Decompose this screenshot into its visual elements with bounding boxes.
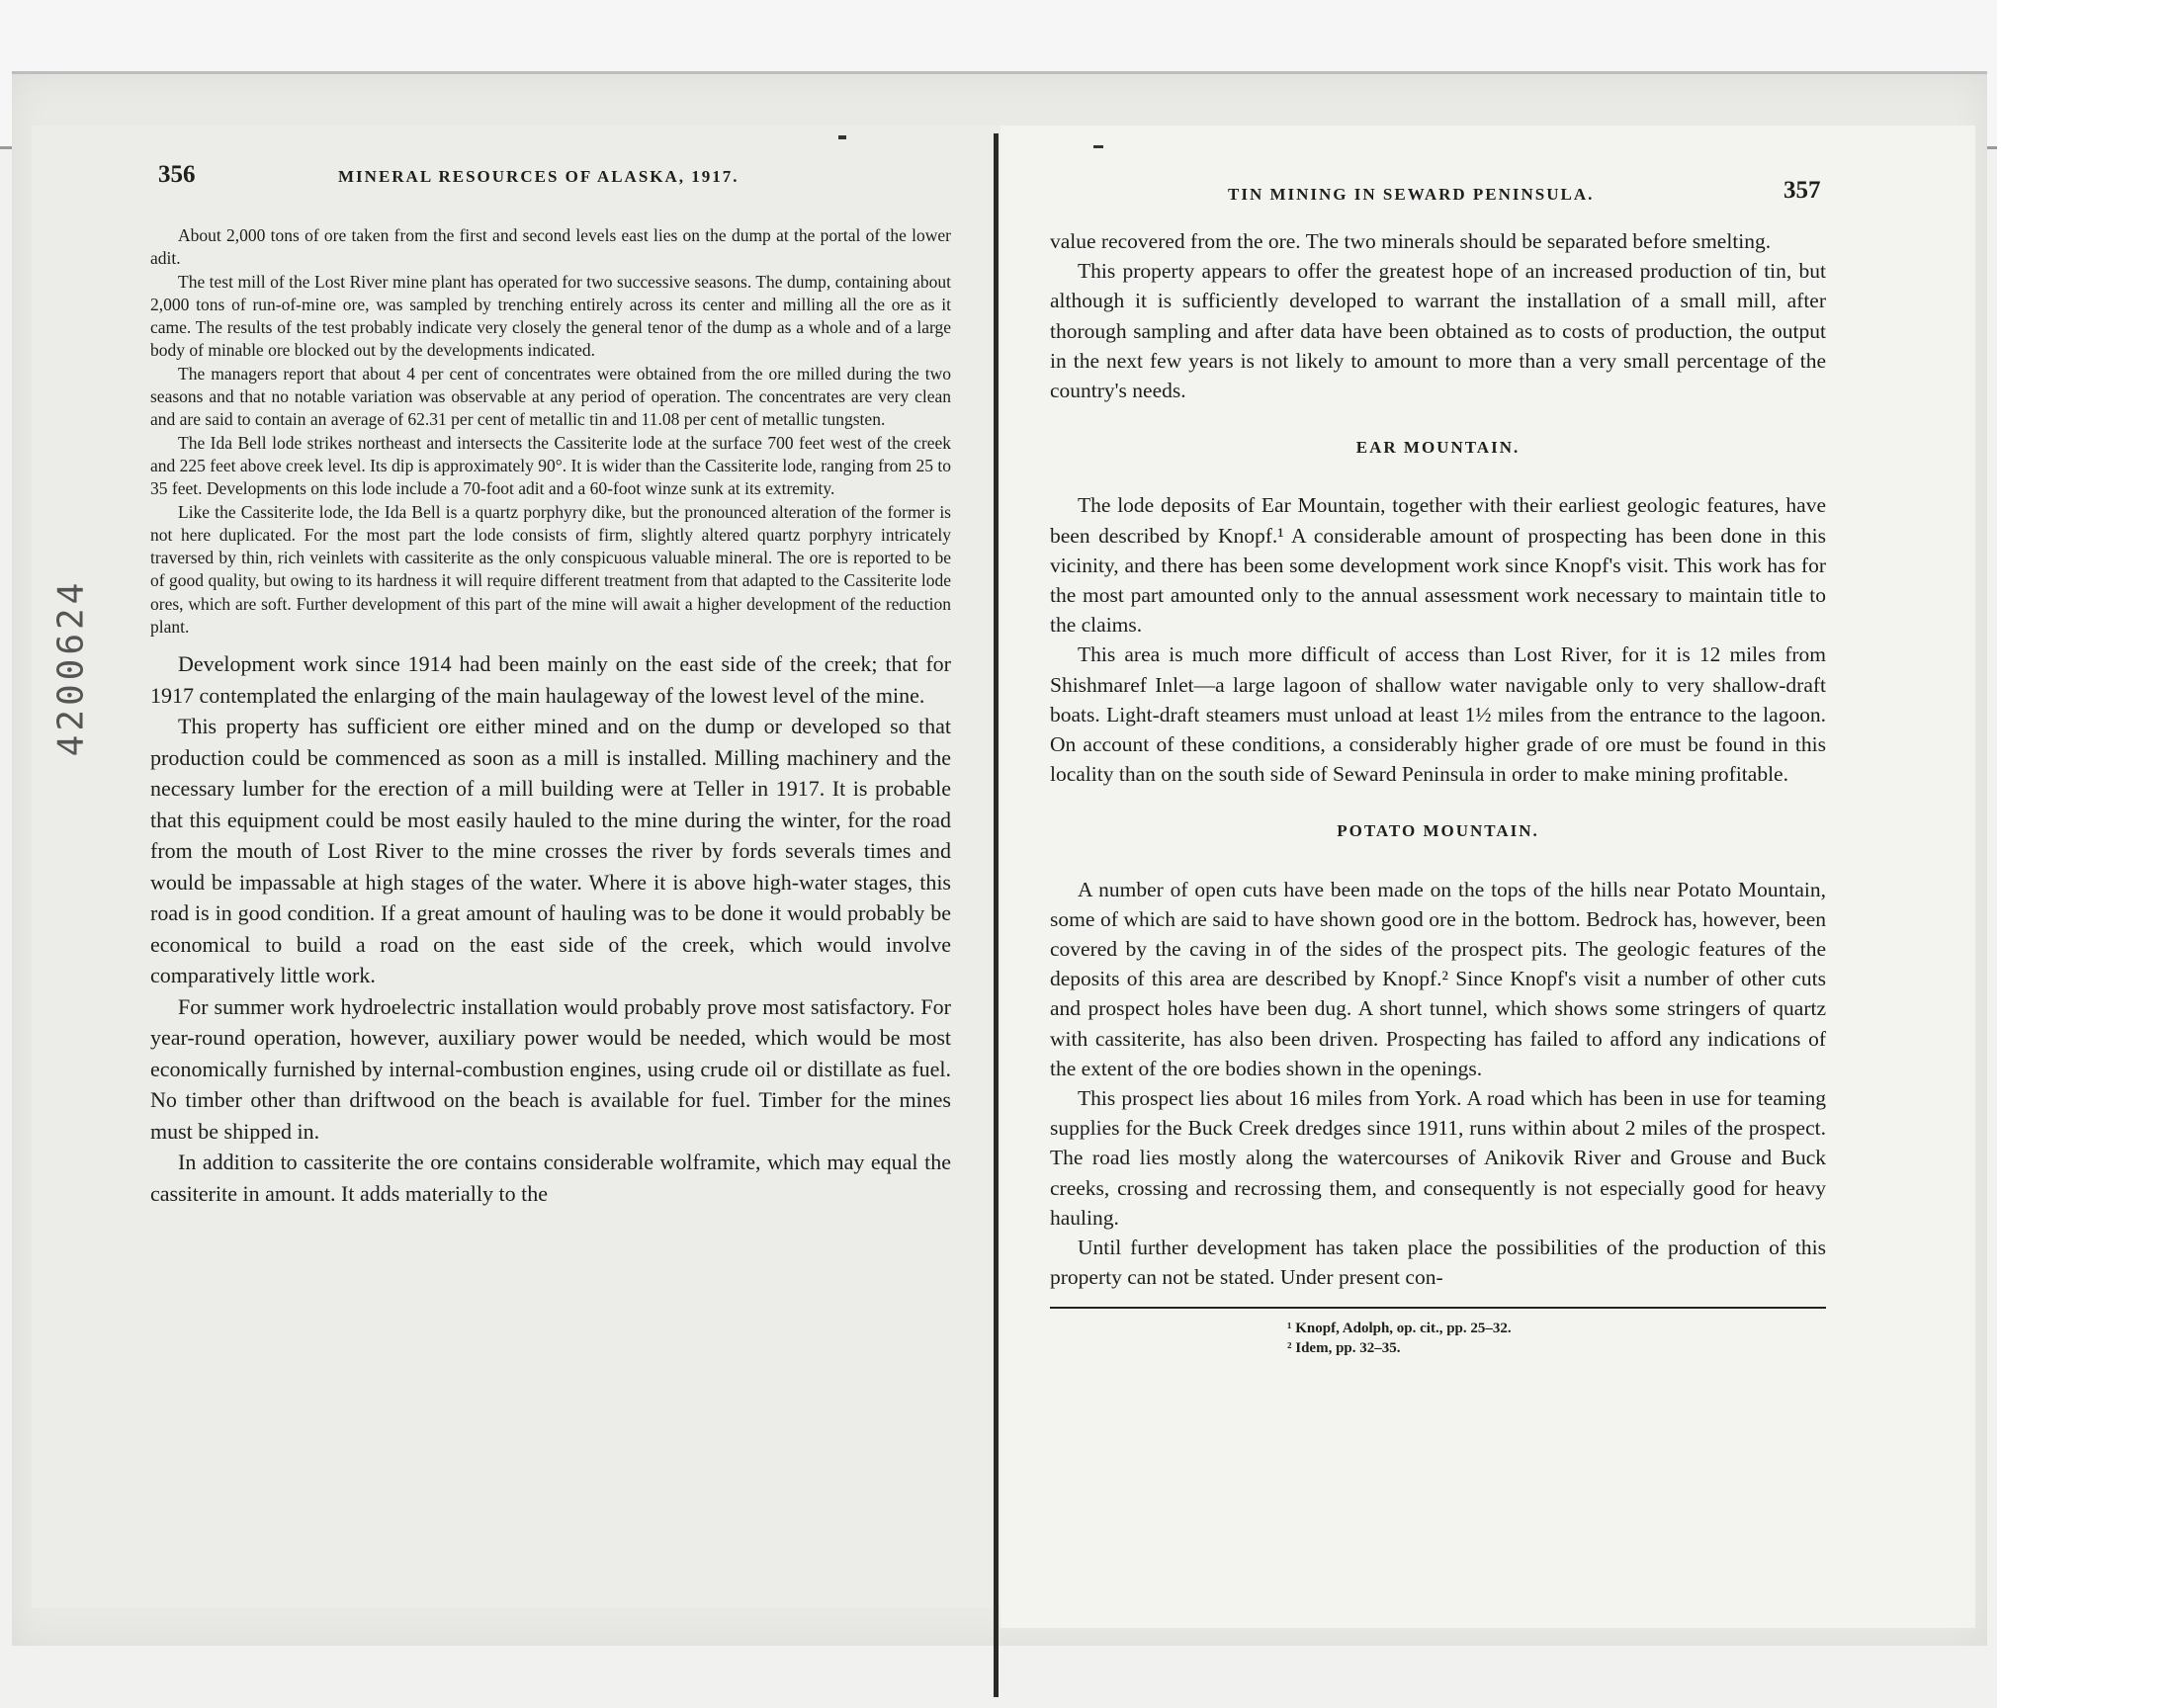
scan-speck bbox=[838, 135, 846, 139]
paragraph: This prospect lies about 16 miles from York. A road which has been in use for teaming supplies for the Buck Creek dredges since 1911, runs within about 2 miles of the prospect. The road lies mostly along the watercourses of Anikovik River and Grouse and Buck creeks, crossing and recrossing them, and consequently is not especially good for heavy hauling. bbox=[1050, 1086, 1826, 1230]
paragraph: The test mill of the Lost River mine plant has operated for two successive seasons. The dump, containing about 2,000 tons of run-of-mine ore, was sampled by trenching entirely across its center and milling all the ore as it came. The results of the test probably indicate very closely the general tenor of the dump as a whole and of a large body of minable ore blocked out by the developments indicated. bbox=[150, 271, 951, 361]
paragraph: In addition to cassiterite the ore contains considerable wolframite, which may equal the cassiterite in amount. It adds materially to the bbox=[150, 1150, 951, 1206]
section-heading-potato-mountain: POTATO MOUNTAIN. bbox=[1337, 821, 1539, 841]
right-page-number: 357 bbox=[1784, 177, 1821, 204]
left-running-head: MINERAL RESOURCES OF ALASKA, 1917. bbox=[338, 167, 740, 186]
left-page-number: 356 bbox=[158, 161, 196, 188]
book-spine bbox=[994, 133, 999, 1697]
scanner-background-right bbox=[1997, 0, 2175, 1708]
paragraph: The lode deposits of Ear Mountain, together with their earliest geologic features, have been described by Knopf.¹ A considerable amount of prospecting has been done in this vicinity, and there has been some development work since Knopf's visit. This work has for the most part amounted only to the annual assessment work necessary to maintain title to the claims. bbox=[1050, 493, 1826, 638]
paragraph: value recovered from the ore. The two minerals should be separated before smelting. bbox=[1050, 229, 1772, 253]
paragraph: The Ida Bell lode strikes northeast and intersects the Cassiterite lode at the surface 700 feet west of the creek and 225 feet above creek level. Its dip is approximately 90°. It is wider than the Cassiterite lode, ranging from 25 to 35 feet. Developments on this lode include a 70-foot adit and a 60-foot winze sunk at its extremity. bbox=[150, 432, 951, 499]
footnote: ² Idem, pp. 32–35. bbox=[1287, 1339, 1401, 1356]
paragraph: Until further development has taken place the possibilities of the production of this property can not be stated. Under present con- bbox=[1050, 1236, 1826, 1290]
margin-stamp: 4200624 bbox=[50, 578, 92, 757]
paragraph: The managers report that about 4 per cent of concentrates were obtained from the ore milled during the two seasons and that no notable variation was observable at any period of operation. The concentrates are very clean and are said to contain an average of 62.31 per cent of metallic tin and 11.08 per cent of metallic tungsten. bbox=[150, 363, 951, 430]
paragraph: For summer work hydroelectric installation would probably prove most satisfactory. For year-round operation, however, auxiliary power would be needed, which would be most economically furnished by internal-combustion engines, using crude oil or distillate as fuel. No timber other than driftwood on the beach is available for fuel. Timber for the mines must be shipped in. bbox=[150, 993, 951, 1144]
paragraph: A number of open cuts have been made on the tops of the hills near Potato Mountain, some of which are said to have shown good ore in the bottom. Bedrock has, however, been covered by the caving in of the sides of the prospect pits. The geologic features of the deposits of this area are described by Knopf.² Since Knopf's visit a number of other cuts and prospect holes have been dug. A short tunnel, which shows some stringers of quartz with cassiterite, has also been driven. Prospecting has failed to afford any indications of the extent of the ore bodies shown in the openings. bbox=[1050, 877, 1826, 1080]
footnote-rule bbox=[1050, 1307, 1826, 1309]
paragraph: About 2,000 tons of ore taken from the first and second levels east lies on the dump at the portal of the lower adit. bbox=[150, 225, 951, 269]
section-heading-ear-mountain: EAR MOUNTAIN. bbox=[1355, 438, 1521, 458]
paragraph: Like the Cassiterite lode, the Ida Bell is a quartz porphyry dike, but the pronounced alteration of the former is not here duplicated. For the most part the lode consists of firm, slightly altered quartz porphyry intricately traversed by thin, rich veinlets with cassiterite as the only conspicuous valuable mineral. The ore is reported to be of good quality, but owing to its hardness it will require different treatment from that adapted to the Cassiterite lode ores, which are soft. Further development of this part of the mine will await a higher development of the reduction plant. bbox=[150, 501, 951, 638]
paragraph: Development work since 1914 had been mainly on the east side of the creek; that for 1917 contemplated the enlarging of the main haulageway of the lowest level of the mine. bbox=[150, 651, 951, 708]
right-running-head: TIN MINING IN SEWARD PENINSULA. bbox=[1228, 185, 1595, 204]
footnote: ¹ Knopf, Adolph, op. cit., pp. 25–32. bbox=[1287, 1320, 1512, 1336]
paragraph: This area is much more difficult of access than Lost River, for it is 12 miles from Shishmaref Inlet—a large lagoon of shallow water navigable only to very shallow-draft boats. Light-draft steamers must unload at least 1½ miles from the entrance to the lagoon. On account of these conditions, a considerably higher grade of ore must be found in this locality than on the south side of Seward Peninsula in order to make mining profitable. bbox=[1050, 642, 1826, 787]
right-page-body bbox=[1050, 226, 1826, 1358]
scan-speck bbox=[1093, 145, 1103, 148]
paragraph: This property has sufficient ore either mined and on the dump or developed so that production could be commenced as soon as a mill is installed. Milling machinery and the necessary lumber for the erection of a mill building were at Teller in 1917. It is probable that this equipment could be most easily hauled to the mine during the winter, for the road from the mouth of Lost River to the mine crosses the river by fords severals times and would be impassable at high stages of the water. Where it is above high-water stages, this road is in good condition. If a great amount of hauling was to be done it would probably be economical to build a road on the east side of the creek, which would involve comparatively little work. bbox=[150, 714, 951, 988]
small-text-block bbox=[150, 224, 951, 639]
left-page-body bbox=[150, 224, 951, 1209]
paragraph: This property appears to offer the greatest hope of an increased production of tin, but although it is sufficiently developed to warrant the installation of a small mill, after thorough sampling and after data have been obtained as to costs of production, the output in the next few years is not likely to amount to more than a very small percentage of the country's needs. bbox=[1050, 259, 1826, 403]
large-text-block bbox=[150, 648, 951, 1209]
book-spread bbox=[12, 71, 1987, 1646]
